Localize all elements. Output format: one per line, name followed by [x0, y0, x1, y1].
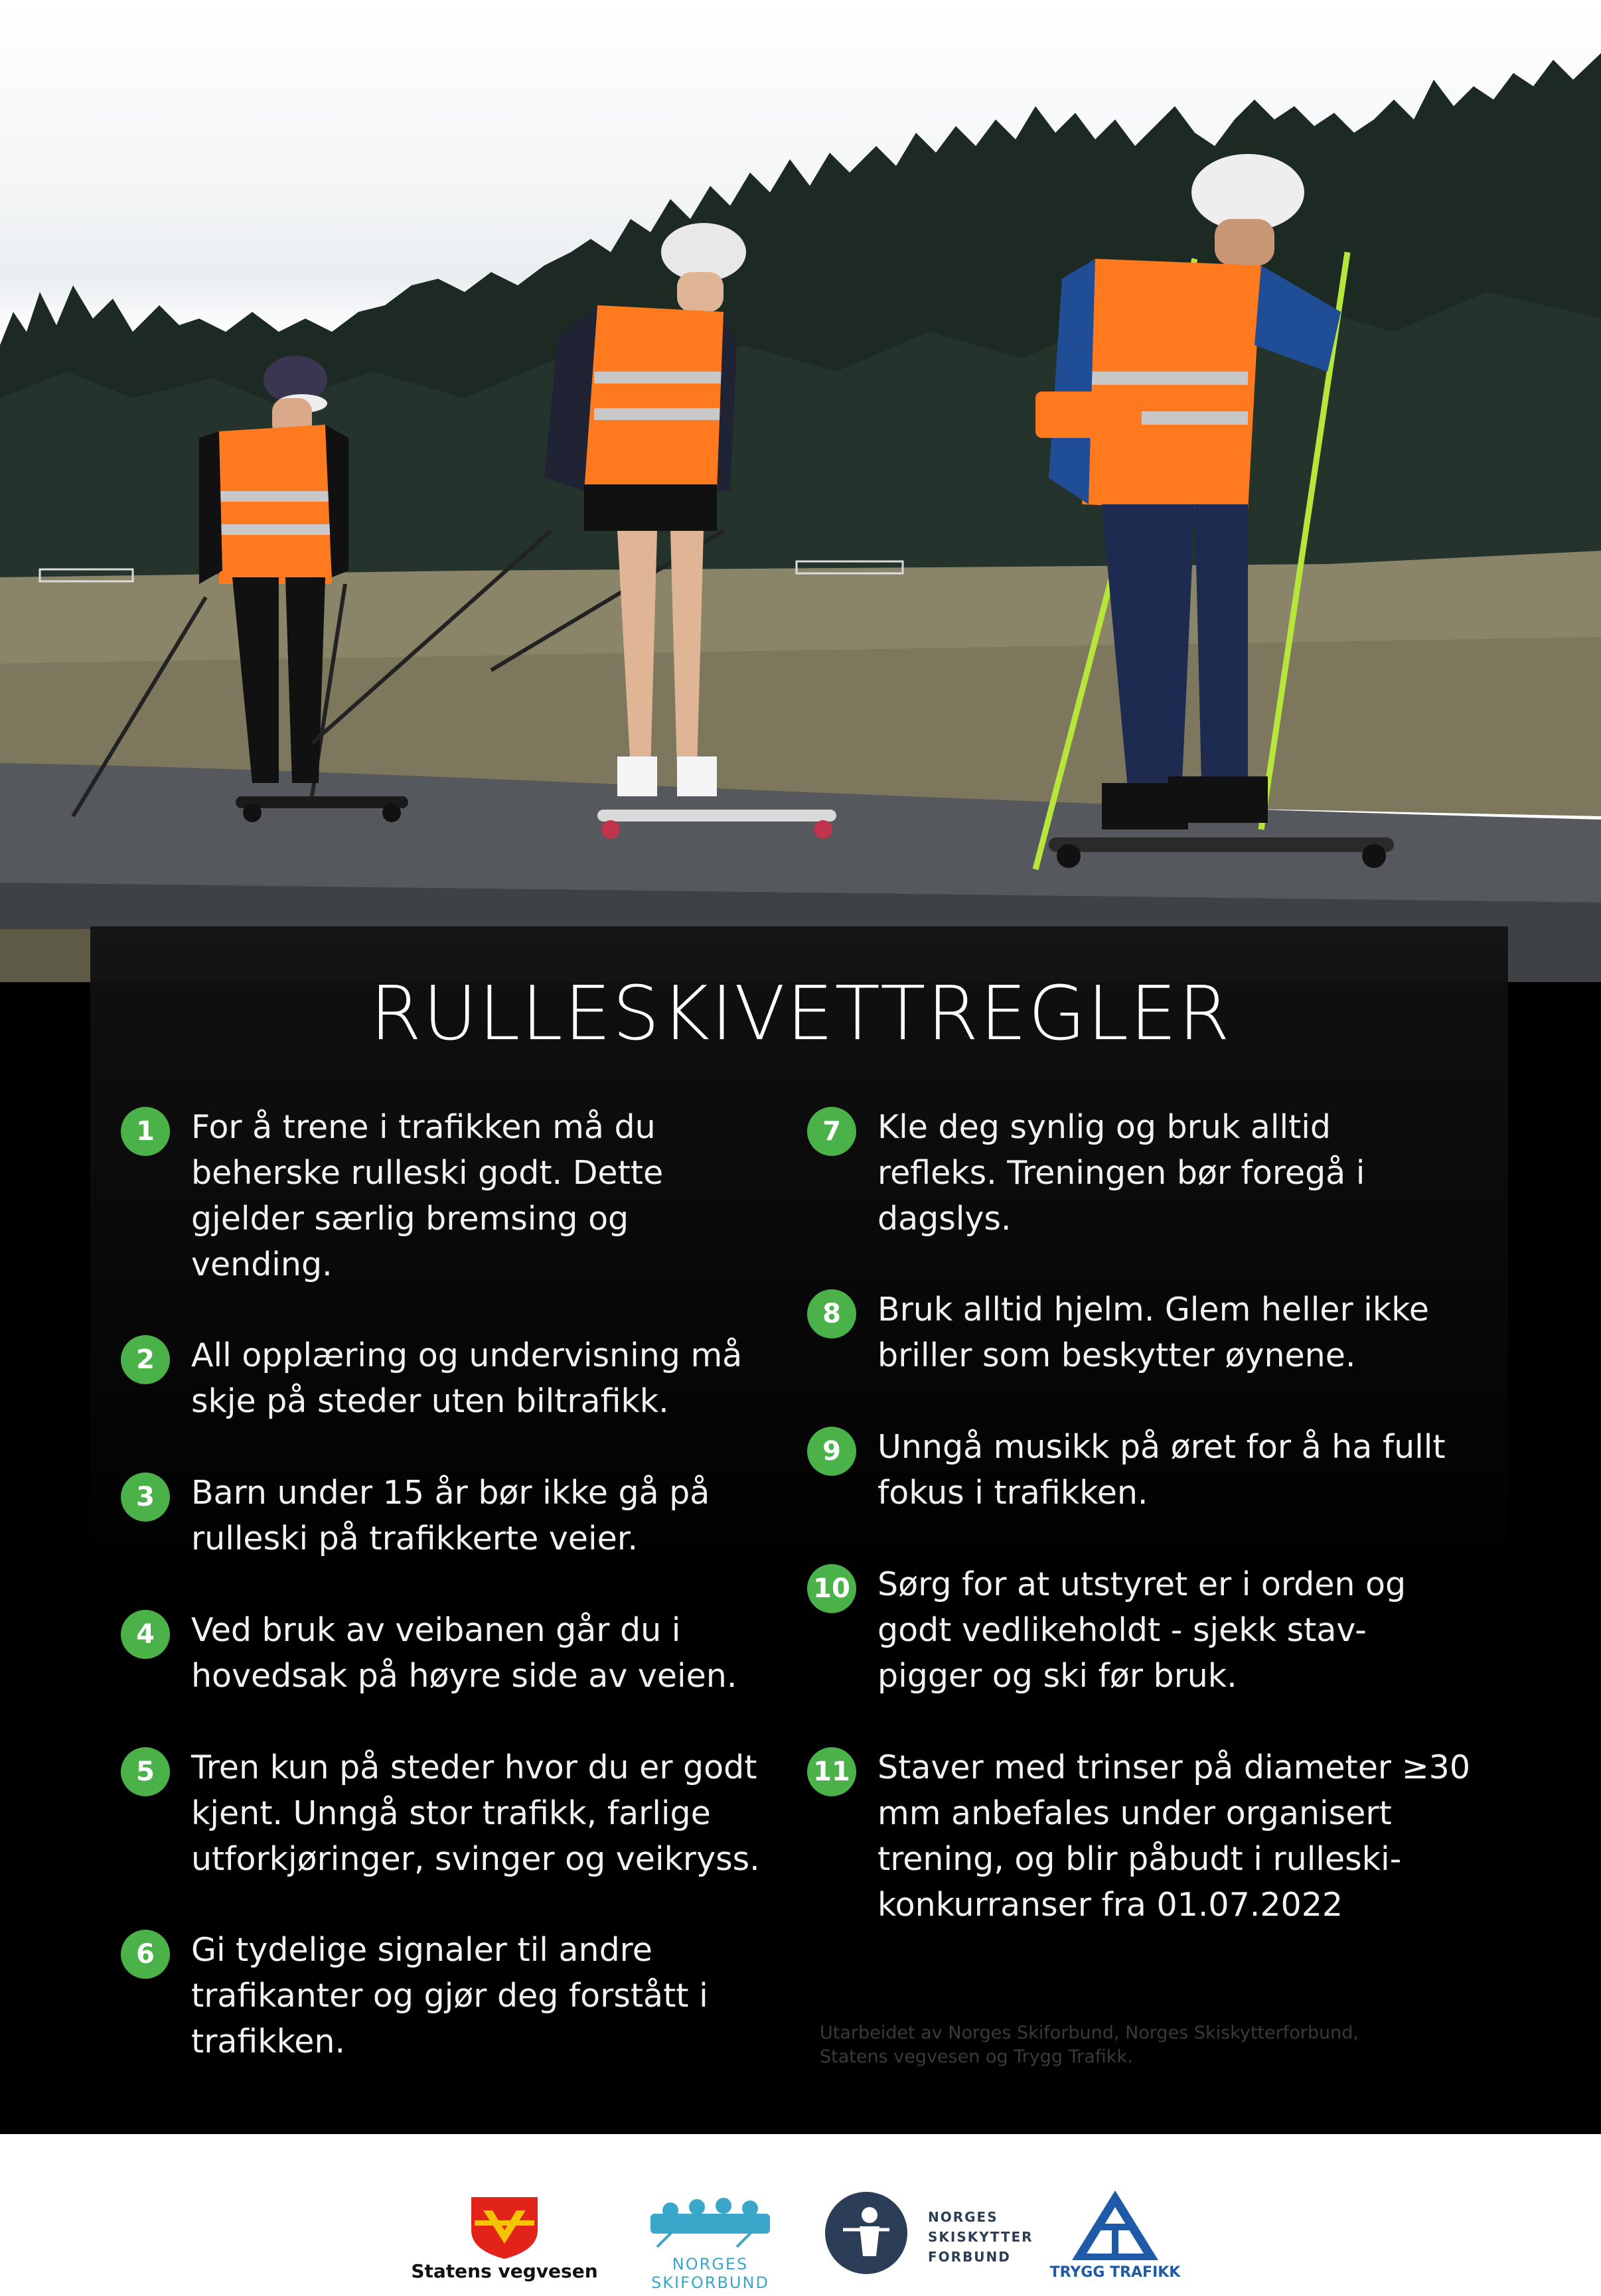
text-line: gjelder særlig bremsing og: [191, 1200, 629, 1238]
page-title: RULLESKIVETTREGLER: [370, 971, 1231, 1057]
text-line: Gi tydelige signaler til andre: [191, 1931, 652, 1969]
credit-text: [820, 2021, 1391, 2069]
footer-logos: [0, 2134, 1601, 2296]
statens-vegvesen-emblem-icon: [405, 2194, 604, 2260]
text-line: Barn under 15 år bør ikke gå på: [191, 1474, 710, 1512]
rule-text: [877, 1287, 1541, 1378]
skiers-emblem-icon: [644, 2194, 777, 2254]
statens-vegvesen-logo: [405, 2194, 604, 2287]
statens-vegvesen-label: Statens vegvesen: [411, 2260, 598, 2282]
text-line: Kle deg synlig og bruk alltid: [877, 1108, 1331, 1146]
text-line: trening, og blir påbudt i rulleski-: [877, 1840, 1402, 1878]
text-line: trafikanter og gjør deg forstått i: [191, 1977, 708, 2015]
text-line: rulleski på trafikkerte veier.: [191, 1520, 638, 1557]
rule-number-badge: 7: [807, 1107, 856, 1156]
rule-number-badge: 5: [121, 1747, 170, 1796]
rule-text: [877, 1561, 1541, 1699]
text-line: Ved bruk av veibanen går du i: [191, 1611, 681, 1649]
text-line: Utarbeidet av Norges Skiforbund, Norges Skiskytterforbund,: [820, 2023, 1359, 2043]
text-line: trafikken.: [191, 2023, 346, 2060]
rule-number-badge: 11: [807, 1747, 856, 1796]
text-line: briller som beskytter øynene.: [877, 1336, 1356, 1374]
rule-number-badge: 1: [121, 1107, 170, 1156]
rule-number-badge: 8: [807, 1289, 856, 1338]
biathlete-emblem-icon: [823, 2190, 909, 2276]
norges-skiforbund-logo: [644, 2194, 777, 2292]
rule-text: [191, 1927, 855, 2064]
text-line: utforkjøringer, svinger og veikryss.: [191, 1840, 760, 1878]
rule-text: [191, 1607, 855, 1699]
text-line: hovedsak på høyre side av veien.: [191, 1657, 737, 1695]
rule-text: [877, 1424, 1541, 1516]
rule-number-badge: 3: [121, 1472, 170, 1522]
norges-skiforbund-label: NORGES SKIFORBUND: [651, 2255, 769, 2292]
text-line: godt vedlikeholdt - sjekk stav-: [877, 1611, 1367, 1649]
skiskytter-label: NORGES SKISKYTTER FORBUND: [928, 2209, 1033, 2265]
text-line: Tren kun på steder hvor du er godt: [191, 1749, 757, 1786]
text-line: mm anbefales under organisert: [877, 1794, 1392, 1832]
text-line: For å trene i trafikken må du: [191, 1108, 656, 1146]
rule-number-badge: 6: [121, 1930, 170, 1979]
text-line: kjent. Unngå stor trafikk, farlige: [191, 1794, 711, 1832]
text-line: skje på steder uten biltrafikk.: [191, 1382, 669, 1420]
norges-skiskytterforbund-logo: [823, 2190, 1042, 2283]
text-line: refleks. Treningen bør foregå i: [877, 1154, 1365, 1192]
rule-number-badge: 4: [121, 1610, 170, 1659]
text-line: Unngå musikk på øret for å ha fullt: [877, 1428, 1446, 1466]
rule-text: [191, 1470, 855, 1561]
text-line: All opplæring og undervisning må: [191, 1336, 743, 1374]
rule-text: [191, 1745, 855, 1882]
text-line: Statens vegvesen og Trygg Trafikk.: [820, 2046, 1133, 2067]
rule-number-badge: 2: [121, 1335, 170, 1384]
rollerski-photo-illustration: [0, 0, 1601, 982]
rule-number-badge: 9: [807, 1427, 856, 1476]
rule-text: [877, 1745, 1541, 1928]
text-line: konkurranser fra 01.07.2022: [877, 1886, 1343, 1924]
text-line: Sørg for at utstyret er i orden og: [877, 1565, 1407, 1603]
text-line: Bruk alltid hjelm. Glem heller ikke: [877, 1291, 1429, 1328]
trygg-trafikk-triangle-icon: [1049, 2187, 1182, 2263]
text-line: pigger og ski før bruk.: [877, 1657, 1237, 1695]
rule-text: [191, 1332, 855, 1424]
text-line: fokus i trafikken.: [877, 1474, 1148, 1512]
hero-photo: [0, 0, 1601, 982]
trygg-trafikk-label: TRYGG TRAFIKK: [1049, 2264, 1181, 2281]
text-line: beherske rulleski godt. Dette: [191, 1154, 664, 1192]
rule-text: [191, 1104, 855, 1287]
rule-number-badge: 10: [807, 1564, 856, 1613]
text-line: vending.: [191, 1246, 333, 1283]
text-line: dagslys.: [877, 1200, 1012, 1238]
text-line: Staver med trinser på diameter ≥30: [877, 1749, 1471, 1786]
rule-text: [877, 1104, 1541, 1242]
trygg-trafikk-logo: [1049, 2187, 1182, 2287]
